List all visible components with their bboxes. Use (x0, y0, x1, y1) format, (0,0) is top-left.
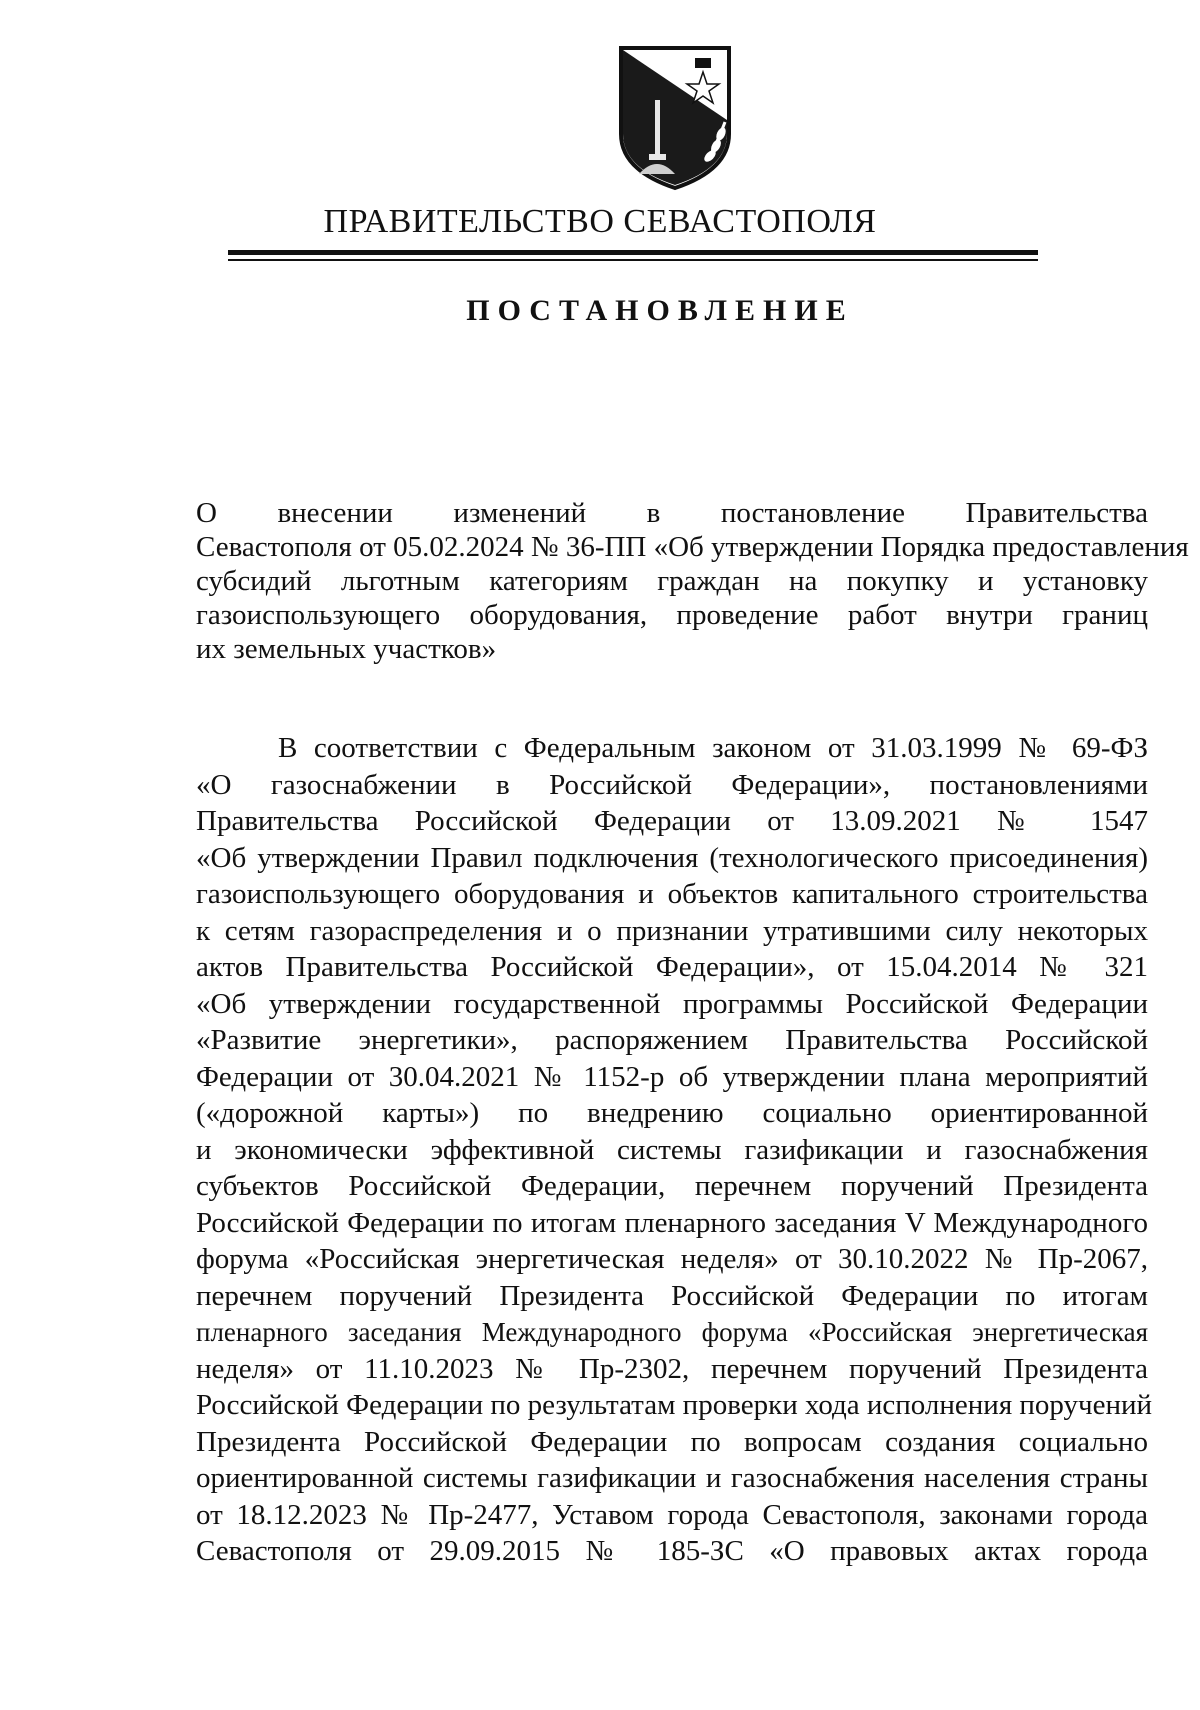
body-line: субъектов Российской Федерации, перечнем поручений Президента (196, 1170, 1148, 1202)
body-line: ориентированной системы газификации и газоснабжения населения страны (196, 1462, 1148, 1494)
document-body (196, 730, 1153, 1570)
body-line: «О газоснабжении в Российской Федерации», постановлениями (196, 768, 1148, 801)
body-line: «Об утверждении Правил подключения (технологического присоединения) (196, 841, 1148, 874)
subject-line: Севастополя от 05.02.2024 № 36-ПП «Об утверждении Порядка предоставления (196, 531, 1189, 563)
body-line: пленарного заседания Международного форума «Российская энергетическая (196, 1317, 1148, 1347)
subject-line: О внесении изменений в постановление Правительства (196, 497, 1148, 529)
body-line: форума «Российская энергетическая неделя» от 30.10.2022 № Пр-2067, (196, 1243, 1148, 1275)
sevastopol-coat-of-arms-icon (615, 42, 735, 192)
body-line: («дорожной карты») по внедрению социально ориентированной (196, 1097, 1148, 1129)
body-line: актов Правительства Российской Федерации», от 15.04.2014 № 321 (196, 951, 1148, 983)
organization-title: ПРАВИТЕЛЬСТВО СЕВАСТОПОЛЯ (323, 203, 877, 240)
body-line: Президента Российской Федерации по вопросам создания социально (196, 1425, 1148, 1458)
body-line: к сетям газораспределения и о признании утратившими силу некоторых (196, 914, 1148, 947)
document-subject (196, 496, 1189, 666)
subject-line: субсидий льготным категориям граждан на покупку и установку (196, 565, 1148, 597)
body-line: Российской Федерации по результатам проверки хода исполнения поручений (196, 1389, 1153, 1421)
body-line: В соответствии с Федеральным законом от 31.03.1999 № 69-ФЗ (278, 732, 1148, 764)
header-rule-thick (228, 250, 1038, 255)
body-line: Правительства Российской Федерации от 13.09.2021 № 1547 (196, 805, 1148, 837)
body-line: перечнем поручений Президента Российской Федерации по итогам (196, 1279, 1148, 1312)
body-line: «Развитие энергетики», распоряжением Правительства Российской (196, 1024, 1148, 1056)
subject-line: газоиспользующего оборудования, проведение работ внутри границ (196, 599, 1148, 631)
document-type-heading: ПОСТАНОВЛЕНИЕ (466, 294, 854, 327)
body-line: от 18.12.2023 № Пр-2477, Уставом города Севастополя, законами города (196, 1498, 1148, 1531)
body-line: газоиспользующего оборудования и объектов капитального строительства (196, 878, 1148, 910)
header-rule-thin (228, 259, 1038, 261)
body-line: неделя» от 11.10.2023 № Пр-2302, перечнем поручений Президента (196, 1352, 1148, 1385)
body-line: и экономически эффективной системы газификации и газоснабжения (196, 1133, 1148, 1166)
subject-line: их земельных участков» (196, 633, 497, 665)
body-line: Федерации от 30.04.2021 № 1152-р об утверждении плана мероприятий (196, 1060, 1148, 1093)
body-line: Севастополя от 29.09.2015 № 185-ЗС «О правовых актах города (196, 1535, 1148, 1567)
body-line: Российской Федерации по итогам пленарного заседания V Международного (196, 1206, 1148, 1239)
body-line: «Об утверждении государственной программы Российской Федерации (196, 987, 1148, 1020)
